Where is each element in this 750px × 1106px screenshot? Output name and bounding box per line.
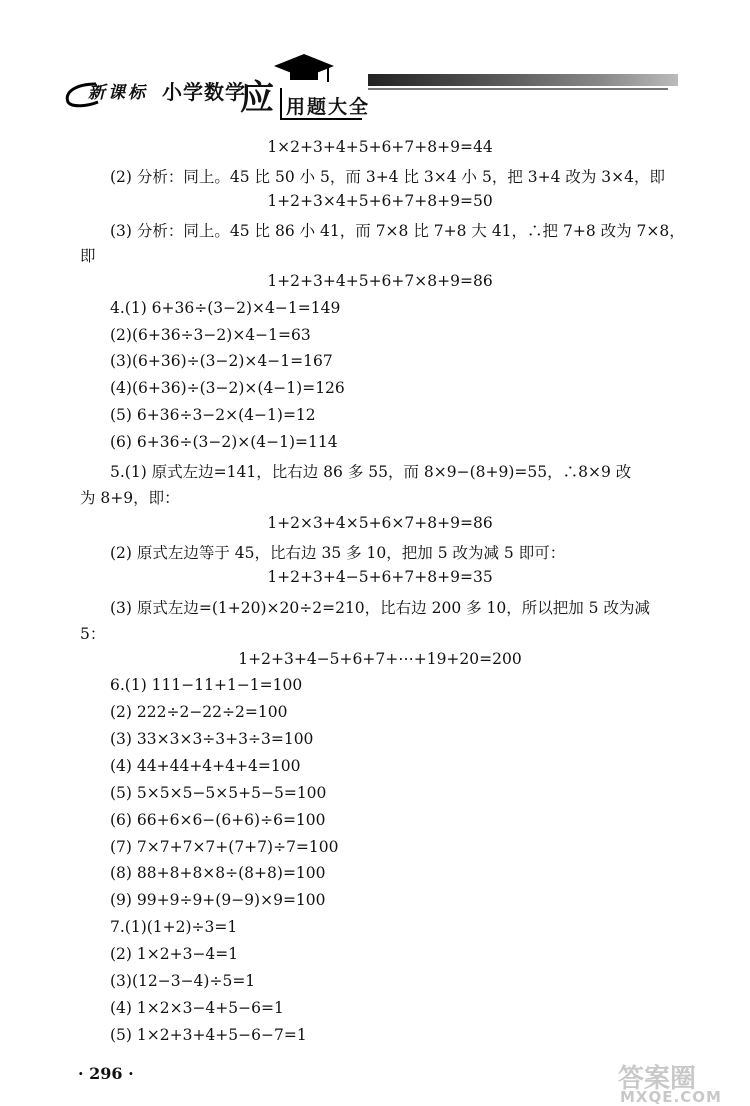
text-line: (2) 1×2+3−4=1 — [110, 945, 239, 963]
book-title: 用题大全 — [286, 96, 371, 118]
text-line: (8) 88+8+8×8÷(8+8)=100 — [110, 864, 326, 882]
text-line: 即 — [80, 247, 96, 265]
text-line: (2) 222÷2−22÷2=100 — [110, 703, 288, 721]
watermark-text: 答案圈 — [618, 1064, 697, 1094]
watermark-url: MXQE.COM — [620, 1088, 722, 1106]
text-line: (3) 原式左边=(1+20)×20÷2=210，比右边 200 多 10，所以把加 5 改为减 — [110, 599, 650, 617]
text-line: 5： — [80, 625, 106, 643]
text-line: 6.(1) 111−11+1−1=100 — [110, 676, 303, 694]
text-line: 为 8+9，即： — [80, 489, 180, 507]
text-line: (3) 分析：同上。45 比 86 小 41，而 7×8 比 7+8 大 41，∴把 7+8 改为 7×8， — [110, 222, 685, 240]
text-line: (3) 33×3×3÷3+3÷3=100 — [110, 730, 314, 748]
series-name: 新课标 — [88, 83, 148, 103]
text-line: (5) 6+36÷3−2×(4−1)=12 — [110, 406, 316, 424]
text-line: (2) 原式左边等于 45，比右边 35 多 10，把加 5 改为减 5 即可： — [110, 544, 566, 562]
equation-line: 1+2+3+4−5+6+7+8+9=35 — [267, 568, 493, 586]
watermark-logo — [610, 1058, 750, 1106]
equation-line: 1×2+3+4+5+6+7+8+9=44 — [267, 138, 493, 156]
text-line: (4)(6+36)÷(3−2)×(4−1)=126 — [110, 379, 345, 397]
equation-line: 1+2+3+4+5+6+7×8+9=86 — [267, 272, 493, 290]
text-line: 4.(1) 6+36÷(3−2)×4−1=149 — [110, 299, 341, 317]
book-header — [62, 52, 682, 122]
text-line: (5) 5×5×5−5×5+5−5=100 — [110, 784, 327, 802]
equation-line: 1+2×3+4×5+6×7+8+9=86 — [267, 514, 493, 532]
equation-line: 1+2+3+4−5+6+7+⋯+19+20=200 — [238, 650, 522, 668]
page-number: · 296 · — [78, 1064, 134, 1083]
text-line: (2)(6+36÷3−2)×4−1=63 — [110, 326, 311, 344]
text-line: (3)(12−3−4)÷5=1 — [110, 972, 256, 990]
subject-name: 小学数学 — [162, 80, 246, 104]
text-line: (5) 1×2+3+4+5−6−7=1 — [110, 1026, 307, 1044]
text-line: (6) 66+6×6−(6+6)÷6=100 — [110, 811, 326, 829]
header-rule — [368, 88, 668, 90]
text-line: (3)(6+36)÷(3−2)×4−1=167 — [110, 352, 333, 370]
text-line: 5.(1) 原式左边=141，比右边 86 多 55，而 8×9−(8+9)=55，∴8×9 改 — [110, 463, 632, 481]
text-line: (6) 6+36÷(3−2)×(4−1)=114 — [110, 433, 338, 451]
text-line: 7.(1)(1+2)÷3=1 — [110, 918, 238, 936]
equation-line: 1+2+3×4+5+6+7+8+9=50 — [267, 192, 493, 210]
text-line: (9) 99+9÷9+(9−9)×9=100 — [110, 891, 326, 909]
header-bar — [368, 74, 678, 86]
text-line: (4) 1×2×3−4+5−6=1 — [110, 999, 284, 1017]
text-line: (2) 分析：同上。45 比 50 小 5，而 3+4 比 3×4 小 5，把 3+4 改为 3×4，即 — [110, 168, 666, 186]
text-line: (4) 44+44+4+4+4=100 — [110, 757, 301, 775]
title-big-char: 应 — [240, 78, 274, 118]
graduation-cap-icon — [268, 52, 338, 88]
text-line: (7) 7×7+7×7+(7+7)÷7=100 — [110, 838, 339, 856]
